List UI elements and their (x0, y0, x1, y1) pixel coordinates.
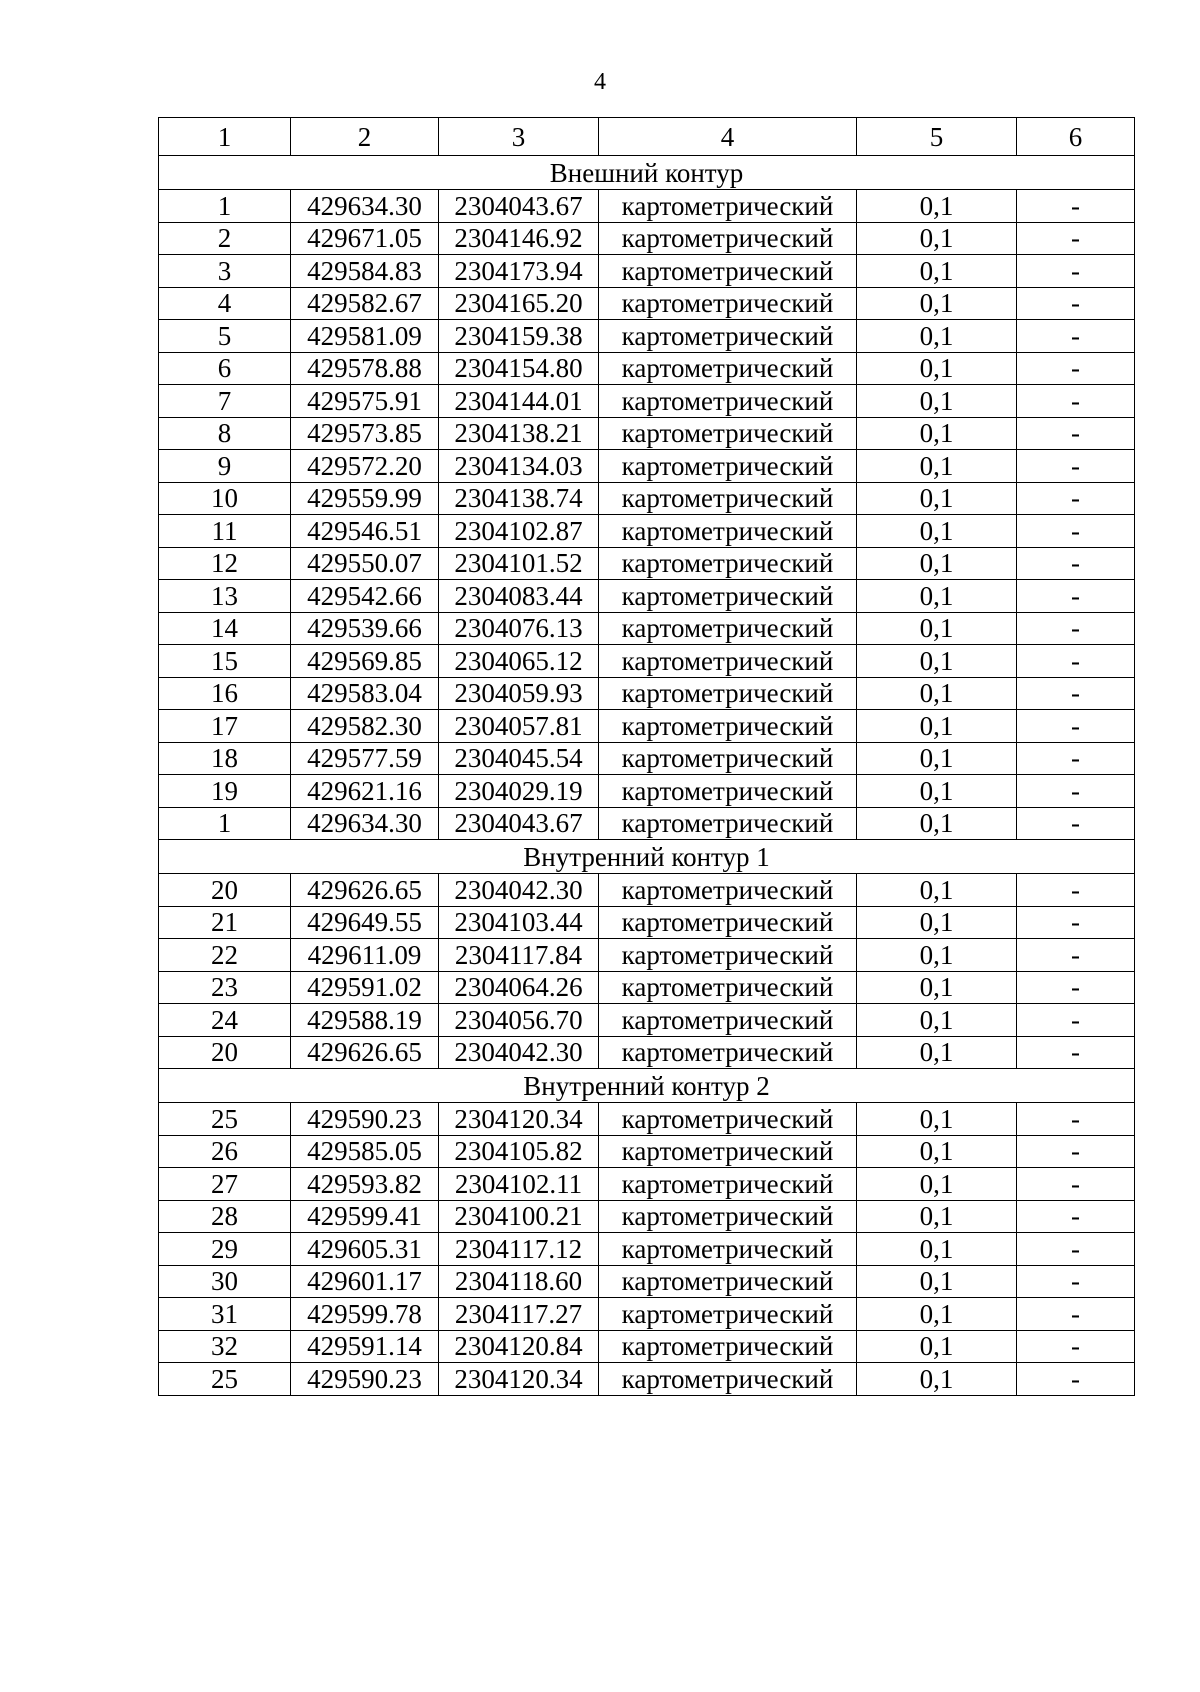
point-number-cell: 25 (159, 1363, 291, 1396)
point-number-cell: 21 (159, 906, 291, 939)
table-row (159, 287, 1135, 320)
note-cell: - (1017, 1036, 1135, 1069)
accuracy-cell: 0,1 (857, 1363, 1017, 1396)
point-number-cell: 15 (159, 645, 291, 678)
method-cell: картометрический (599, 807, 857, 840)
y-coordinate-cell: 2304173.94 (439, 255, 599, 288)
y-coordinate-cell: 2304138.21 (439, 417, 599, 450)
accuracy-cell: 0,1 (857, 287, 1017, 320)
accuracy-cell: 0,1 (857, 352, 1017, 385)
accuracy-cell: 0,1 (857, 807, 1017, 840)
table-row (159, 1265, 1135, 1298)
y-coordinate-cell: 2304117.84 (439, 939, 599, 972)
column-header: 1 (159, 118, 291, 156)
note-cell: - (1017, 1200, 1135, 1233)
note-cell: - (1017, 1265, 1135, 1298)
note-cell: - (1017, 222, 1135, 255)
accuracy-cell: 0,1 (857, 222, 1017, 255)
point-number-cell: 16 (159, 677, 291, 710)
accuracy-cell: 0,1 (857, 874, 1017, 907)
note-cell: - (1017, 287, 1135, 320)
x-coordinate-cell: 429542.66 (291, 580, 439, 613)
method-cell: картометрический (599, 1004, 857, 1037)
method-cell: картометрический (599, 874, 857, 907)
column-header: 6 (1017, 118, 1135, 156)
note-cell: - (1017, 939, 1135, 972)
method-cell: картометрический (599, 1363, 857, 1396)
y-coordinate-cell: 2304057.81 (439, 710, 599, 743)
y-coordinate-cell: 2304144.01 (439, 385, 599, 418)
note-cell: - (1017, 971, 1135, 1004)
table-row (159, 450, 1135, 483)
note-cell: - (1017, 677, 1135, 710)
x-coordinate-cell: 429584.83 (291, 255, 439, 288)
table-row (159, 1233, 1135, 1266)
method-cell: картометрический (599, 742, 857, 775)
table-row (159, 352, 1135, 385)
accuracy-cell: 0,1 (857, 482, 1017, 515)
accuracy-cell: 0,1 (857, 320, 1017, 353)
accuracy-cell: 0,1 (857, 710, 1017, 743)
table-row (159, 1168, 1135, 1201)
table-row (159, 906, 1135, 939)
y-coordinate-cell: 2304138.74 (439, 482, 599, 515)
table-row (159, 1004, 1135, 1037)
method-cell: картометрический (599, 971, 857, 1004)
table-row (159, 1036, 1135, 1069)
method-cell: картометрический (599, 482, 857, 515)
x-coordinate-cell: 429591.02 (291, 971, 439, 1004)
note-cell: - (1017, 1168, 1135, 1201)
table-row (159, 547, 1135, 580)
y-coordinate-cell: 2304043.67 (439, 190, 599, 223)
note-cell: - (1017, 645, 1135, 678)
y-coordinate-cell: 2304105.82 (439, 1135, 599, 1168)
note-cell: - (1017, 417, 1135, 450)
accuracy-cell: 0,1 (857, 612, 1017, 645)
method-cell: картометрический (599, 775, 857, 808)
table-row (159, 645, 1135, 678)
method-cell: картометрический (599, 320, 857, 353)
y-coordinate-cell: 2304134.03 (439, 450, 599, 483)
accuracy-cell: 0,1 (857, 1200, 1017, 1233)
table-row (159, 1363, 1135, 1396)
page-number: 4 (594, 69, 606, 95)
note-cell: - (1017, 255, 1135, 288)
y-coordinate-cell: 2304120.34 (439, 1363, 599, 1396)
point-number-cell: 1 (159, 807, 291, 840)
note-cell: - (1017, 385, 1135, 418)
x-coordinate-cell: 429626.65 (291, 1036, 439, 1069)
column-header: 4 (599, 118, 857, 156)
y-coordinate-cell: 2304059.93 (439, 677, 599, 710)
point-number-cell: 12 (159, 547, 291, 580)
method-cell: картометрический (599, 1200, 857, 1233)
x-coordinate-cell: 429626.65 (291, 874, 439, 907)
method-cell: картометрический (599, 1103, 857, 1136)
y-coordinate-cell: 2304083.44 (439, 580, 599, 613)
x-coordinate-cell: 429546.51 (291, 515, 439, 548)
y-coordinate-cell: 2304045.54 (439, 742, 599, 775)
accuracy-cell: 0,1 (857, 742, 1017, 775)
table-row (159, 710, 1135, 743)
section-title-row (159, 156, 1135, 190)
accuracy-cell: 0,1 (857, 1265, 1017, 1298)
y-coordinate-cell: 2304159.38 (439, 320, 599, 353)
point-number-cell: 25 (159, 1103, 291, 1136)
x-coordinate-cell: 429593.82 (291, 1168, 439, 1201)
table-row (159, 775, 1135, 808)
column-header: 2 (291, 118, 439, 156)
y-coordinate-cell: 2304103.44 (439, 906, 599, 939)
table-row (159, 874, 1135, 907)
x-coordinate-cell: 429611.09 (291, 939, 439, 972)
table-row (159, 515, 1135, 548)
y-coordinate-cell: 2304154.80 (439, 352, 599, 385)
table-row (159, 417, 1135, 450)
x-coordinate-cell: 429578.88 (291, 352, 439, 385)
table-body (159, 118, 1135, 1396)
y-coordinate-cell: 2304117.27 (439, 1298, 599, 1331)
method-cell: картометрический (599, 417, 857, 450)
accuracy-cell: 0,1 (857, 515, 1017, 548)
accuracy-cell: 0,1 (857, 580, 1017, 613)
x-coordinate-cell: 429572.20 (291, 450, 439, 483)
point-number-cell: 4 (159, 287, 291, 320)
table-row (159, 677, 1135, 710)
x-coordinate-cell: 429539.66 (291, 612, 439, 645)
note-cell: - (1017, 906, 1135, 939)
point-number-cell: 23 (159, 971, 291, 1004)
x-coordinate-cell: 429621.16 (291, 775, 439, 808)
note-cell: - (1017, 482, 1135, 515)
column-header: 5 (857, 118, 1017, 156)
point-number-cell: 13 (159, 580, 291, 613)
x-coordinate-cell: 429573.85 (291, 417, 439, 450)
table-row (159, 580, 1135, 613)
accuracy-cell: 0,1 (857, 1298, 1017, 1331)
table-row (159, 971, 1135, 1004)
x-coordinate-cell: 429634.30 (291, 807, 439, 840)
note-cell: - (1017, 580, 1135, 613)
y-coordinate-cell: 2304056.70 (439, 1004, 599, 1037)
point-number-cell: 5 (159, 320, 291, 353)
y-coordinate-cell: 2304101.52 (439, 547, 599, 580)
accuracy-cell: 0,1 (857, 971, 1017, 1004)
y-coordinate-cell: 2304120.34 (439, 1103, 599, 1136)
x-coordinate-cell: 429569.85 (291, 645, 439, 678)
x-coordinate-cell: 429634.30 (291, 190, 439, 223)
point-number-cell: 2 (159, 222, 291, 255)
method-cell: картометрический (599, 710, 857, 743)
section-title-row (159, 1069, 1135, 1103)
table-row (159, 385, 1135, 418)
method-cell: картометрический (599, 1330, 857, 1363)
table-row (159, 1200, 1135, 1233)
accuracy-cell: 0,1 (857, 547, 1017, 580)
method-cell: картометрический (599, 515, 857, 548)
table-row (159, 1330, 1135, 1363)
table-row (159, 255, 1135, 288)
y-coordinate-cell: 2304146.92 (439, 222, 599, 255)
table-row (159, 482, 1135, 515)
table-header-row (159, 118, 1135, 156)
x-coordinate-cell: 429588.19 (291, 1004, 439, 1037)
accuracy-cell: 0,1 (857, 417, 1017, 450)
x-coordinate-cell: 429599.41 (291, 1200, 439, 1233)
table-row (159, 1135, 1135, 1168)
point-number-cell: 14 (159, 612, 291, 645)
y-coordinate-cell: 2304043.67 (439, 807, 599, 840)
y-coordinate-cell: 2304042.30 (439, 874, 599, 907)
x-coordinate-cell: 429605.31 (291, 1233, 439, 1266)
point-number-cell: 10 (159, 482, 291, 515)
point-number-cell: 11 (159, 515, 291, 548)
accuracy-cell: 0,1 (857, 1135, 1017, 1168)
y-coordinate-cell: 2304120.84 (439, 1330, 599, 1363)
note-cell: - (1017, 612, 1135, 645)
x-coordinate-cell: 429585.05 (291, 1135, 439, 1168)
note-cell: - (1017, 1330, 1135, 1363)
note-cell: - (1017, 874, 1135, 907)
coordinates-table (158, 117, 1135, 1396)
section-title: Внутренний контур 2 (159, 1069, 1135, 1103)
note-cell: - (1017, 547, 1135, 580)
note-cell: - (1017, 1298, 1135, 1331)
accuracy-cell: 0,1 (857, 190, 1017, 223)
x-coordinate-cell: 429583.04 (291, 677, 439, 710)
note-cell: - (1017, 515, 1135, 548)
point-number-cell: 8 (159, 417, 291, 450)
point-number-cell: 28 (159, 1200, 291, 1233)
table-row (159, 320, 1135, 353)
method-cell: картометрический (599, 287, 857, 320)
method-cell: картометрический (599, 1298, 857, 1331)
note-cell: - (1017, 1363, 1135, 1396)
point-number-cell: 6 (159, 352, 291, 385)
y-coordinate-cell: 2304064.26 (439, 971, 599, 1004)
accuracy-cell: 0,1 (857, 1004, 1017, 1037)
y-coordinate-cell: 2304118.60 (439, 1265, 599, 1298)
column-header: 3 (439, 118, 599, 156)
method-cell: картометрический (599, 450, 857, 483)
table-row (159, 1103, 1135, 1136)
point-number-cell: 22 (159, 939, 291, 972)
point-number-cell: 32 (159, 1330, 291, 1363)
accuracy-cell: 0,1 (857, 906, 1017, 939)
point-number-cell: 3 (159, 255, 291, 288)
y-coordinate-cell: 2304100.21 (439, 1200, 599, 1233)
note-cell: - (1017, 352, 1135, 385)
y-coordinate-cell: 2304102.11 (439, 1168, 599, 1201)
x-coordinate-cell: 429550.07 (291, 547, 439, 580)
method-cell: картометрический (599, 1036, 857, 1069)
y-coordinate-cell: 2304042.30 (439, 1036, 599, 1069)
y-coordinate-cell: 2304165.20 (439, 287, 599, 320)
method-cell: картометрический (599, 1233, 857, 1266)
x-coordinate-cell: 429577.59 (291, 742, 439, 775)
method-cell: картометрический (599, 385, 857, 418)
x-coordinate-cell: 429582.30 (291, 710, 439, 743)
method-cell: картометрический (599, 190, 857, 223)
point-number-cell: 24 (159, 1004, 291, 1037)
note-cell: - (1017, 807, 1135, 840)
point-number-cell: 19 (159, 775, 291, 808)
note-cell: - (1017, 1233, 1135, 1266)
point-number-cell: 7 (159, 385, 291, 418)
table-row (159, 612, 1135, 645)
table-row (159, 807, 1135, 840)
accuracy-cell: 0,1 (857, 1168, 1017, 1201)
accuracy-cell: 0,1 (857, 450, 1017, 483)
table-row (159, 939, 1135, 972)
x-coordinate-cell: 429582.67 (291, 287, 439, 320)
x-coordinate-cell: 429590.23 (291, 1363, 439, 1396)
accuracy-cell: 0,1 (857, 1103, 1017, 1136)
y-coordinate-cell: 2304076.13 (439, 612, 599, 645)
method-cell: картометрический (599, 255, 857, 288)
y-coordinate-cell: 2304102.87 (439, 515, 599, 548)
method-cell: картометрический (599, 612, 857, 645)
x-coordinate-cell: 429581.09 (291, 320, 439, 353)
table-row (159, 222, 1135, 255)
accuracy-cell: 0,1 (857, 645, 1017, 678)
method-cell: картометрический (599, 547, 857, 580)
point-number-cell: 9 (159, 450, 291, 483)
section-title: Внутренний контур 1 (159, 840, 1135, 874)
point-number-cell: 20 (159, 874, 291, 907)
method-cell: картометрический (599, 222, 857, 255)
method-cell: картометрический (599, 645, 857, 678)
note-cell: - (1017, 190, 1135, 223)
note-cell: - (1017, 1135, 1135, 1168)
accuracy-cell: 0,1 (857, 385, 1017, 418)
point-number-cell: 27 (159, 1168, 291, 1201)
y-coordinate-cell: 2304065.12 (439, 645, 599, 678)
method-cell: картометрический (599, 939, 857, 972)
accuracy-cell: 0,1 (857, 939, 1017, 972)
note-cell: - (1017, 320, 1135, 353)
table-row (159, 742, 1135, 775)
x-coordinate-cell: 429599.78 (291, 1298, 439, 1331)
section-title-row (159, 840, 1135, 874)
point-number-cell: 30 (159, 1265, 291, 1298)
accuracy-cell: 0,1 (857, 1330, 1017, 1363)
method-cell: картометрический (599, 1168, 857, 1201)
point-number-cell: 17 (159, 710, 291, 743)
x-coordinate-cell: 429591.14 (291, 1330, 439, 1363)
x-coordinate-cell: 429575.91 (291, 385, 439, 418)
method-cell: картометрический (599, 677, 857, 710)
x-coordinate-cell: 429559.99 (291, 482, 439, 515)
point-number-cell: 1 (159, 190, 291, 223)
accuracy-cell: 0,1 (857, 1036, 1017, 1069)
y-coordinate-cell: 2304029.19 (439, 775, 599, 808)
point-number-cell: 18 (159, 742, 291, 775)
x-coordinate-cell: 429649.55 (291, 906, 439, 939)
x-coordinate-cell: 429601.17 (291, 1265, 439, 1298)
accuracy-cell: 0,1 (857, 775, 1017, 808)
note-cell: - (1017, 742, 1135, 775)
table-row (159, 190, 1135, 223)
x-coordinate-cell: 429671.05 (291, 222, 439, 255)
method-cell: картометрический (599, 906, 857, 939)
accuracy-cell: 0,1 (857, 677, 1017, 710)
table-row (159, 1298, 1135, 1331)
point-number-cell: 26 (159, 1135, 291, 1168)
point-number-cell: 29 (159, 1233, 291, 1266)
note-cell: - (1017, 1103, 1135, 1136)
note-cell: - (1017, 450, 1135, 483)
point-number-cell: 20 (159, 1036, 291, 1069)
y-coordinate-cell: 2304117.12 (439, 1233, 599, 1266)
method-cell: картометрический (599, 1265, 857, 1298)
note-cell: - (1017, 710, 1135, 743)
method-cell: картометрический (599, 352, 857, 385)
method-cell: картометрический (599, 580, 857, 613)
point-number-cell: 31 (159, 1298, 291, 1331)
section-title: Внешний контур (159, 156, 1135, 190)
method-cell: картометрический (599, 1135, 857, 1168)
note-cell: - (1017, 775, 1135, 808)
accuracy-cell: 0,1 (857, 1233, 1017, 1266)
x-coordinate-cell: 429590.23 (291, 1103, 439, 1136)
accuracy-cell: 0,1 (857, 255, 1017, 288)
note-cell: - (1017, 1004, 1135, 1037)
